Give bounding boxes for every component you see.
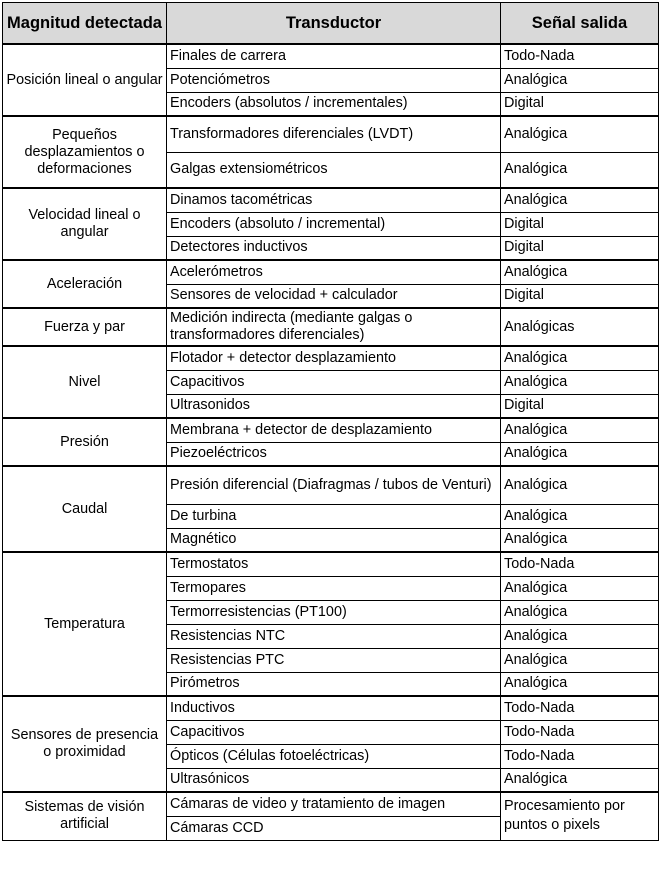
table-row <box>3 308 659 346</box>
signal-cell: Analógica <box>501 528 659 552</box>
signal-cell: Digital <box>501 394 659 418</box>
magnitude-cell: Pequeños desplazamientos o deformaciones <box>3 116 167 188</box>
transducer-cell: Magnético <box>167 528 501 552</box>
table-row <box>3 346 659 370</box>
table-row <box>3 466 659 504</box>
signal-cell: Analógica <box>501 768 659 792</box>
transducer-cell: Ópticos (Células fotoeléctricas) <box>167 744 501 768</box>
header-magnitud: Magnitud detectada <box>3 3 167 45</box>
magnitude-cell: Presión <box>3 418 167 466</box>
transducer-cell: Resistencias NTC <box>167 624 501 648</box>
signal-cell: Digital <box>501 284 659 308</box>
signal-cell: Digital <box>501 92 659 116</box>
magnitude-cell: Velocidad lineal o angular <box>3 188 167 260</box>
transducer-cell: Detectores inductivos <box>167 236 501 260</box>
transducer-cell: Piezoeléctricos <box>167 442 501 466</box>
signal-cell: Analógica <box>501 442 659 466</box>
signal-cell: Analógica <box>501 600 659 624</box>
transducer-cell: Pirómetros <box>167 672 501 696</box>
transducer-cell: Cámaras CCD <box>167 816 501 840</box>
signal-cell: Todo-Nada <box>501 744 659 768</box>
signal-cell: Analógica <box>501 260 659 284</box>
transducer-cell: Encoders (absolutos / incrementales) <box>167 92 501 116</box>
signal-cell: Analógica <box>501 116 659 152</box>
transducer-cell: Resistencias PTC <box>167 648 501 672</box>
signal-cell: Analógica <box>501 624 659 648</box>
signal-cell: Analógica <box>501 648 659 672</box>
signal-cell: Analógica <box>501 418 659 442</box>
signal-cell: Digital <box>501 236 659 260</box>
magnitude-cell: Aceleración <box>3 260 167 308</box>
signal-cell: Analógica <box>501 188 659 212</box>
transducer-cell: Encoders (absoluto / incremental) <box>167 212 501 236</box>
signal-cell: Analógica <box>501 152 659 188</box>
signal-cell: Analógica <box>501 504 659 528</box>
transducer-cell: Medición indirecta (mediante galgas o transformadores diferenciales) <box>167 308 501 346</box>
transducer-cell: Galgas extensiométricos <box>167 152 501 188</box>
magnitude-cell: Sensores de presencia o proximidad <box>3 696 167 792</box>
signal-cell: Procesamiento por puntos o pixels <box>501 792 659 840</box>
transducer-cell: Cámaras de video y tratamiento de imagen <box>167 792 501 816</box>
magnitude-cell: Sistemas de visión artificial <box>3 792 167 840</box>
transducer-cell: Inductivos <box>167 696 501 720</box>
magnitude-cell: Caudal <box>3 466 167 552</box>
magnitude-cell: Fuerza y par <box>3 308 167 346</box>
signal-cell: Analógica <box>501 466 659 504</box>
signal-cell: Analógica <box>501 346 659 370</box>
table-row <box>3 552 659 576</box>
transducer-cell: Termostatos <box>167 552 501 576</box>
transducer-table-wrapper <box>2 2 659 841</box>
header-senal: Señal salida <box>501 3 659 45</box>
table-row <box>3 696 659 720</box>
table-row <box>3 260 659 284</box>
transducer-cell: Termorresistencias (PT100) <box>167 600 501 624</box>
transducer-cell: Dinamos tacométricas <box>167 188 501 212</box>
transducer-cell: Acelerómetros <box>167 260 501 284</box>
transducer-cell: Presión diferencial (Diafragmas / tubos de Venturi) <box>167 466 501 504</box>
transducer-cell: Ultrasonidos <box>167 394 501 418</box>
table-row <box>3 44 659 68</box>
transducer-cell: Termopares <box>167 576 501 600</box>
signal-cell: Digital <box>501 212 659 236</box>
header-transductor: Transductor <box>167 3 501 45</box>
table-row <box>3 418 659 442</box>
signal-cell: Analógica <box>501 672 659 696</box>
table-header-row <box>3 3 659 45</box>
magnitude-cell: Posición lineal o angular <box>3 44 167 116</box>
transducer-cell: Capacitivos <box>167 720 501 744</box>
transducer-cell: Membrana + detector de desplazamiento <box>167 418 501 442</box>
table-row <box>3 116 659 152</box>
magnitude-cell: Temperatura <box>3 552 167 696</box>
signal-cell: Analógica <box>501 576 659 600</box>
transducer-cell: Flotador + detector desplazamiento <box>167 346 501 370</box>
table-row <box>3 792 659 816</box>
transducer-cell: De turbina <box>167 504 501 528</box>
magnitude-cell: Nivel <box>3 346 167 418</box>
table-row <box>3 188 659 212</box>
transducer-cell: Capacitivos <box>167 370 501 394</box>
transducer-cell: Transformadores diferenciales (LVDT) <box>167 116 501 152</box>
transducer-cell: Potenciómetros <box>167 68 501 92</box>
transducer-cell: Finales de carrera <box>167 44 501 68</box>
transducer-table <box>2 2 659 841</box>
signal-cell: Todo-Nada <box>501 696 659 720</box>
transducer-cell: Ultrasónicos <box>167 768 501 792</box>
signal-cell: Analógica <box>501 68 659 92</box>
signal-cell: Todo-Nada <box>501 552 659 576</box>
transducer-cell: Sensores de velocidad + calculador <box>167 284 501 308</box>
signal-cell: Analógica <box>501 370 659 394</box>
signal-cell: Todo-Nada <box>501 720 659 744</box>
signal-cell: Todo-Nada <box>501 44 659 68</box>
signal-cell: Analógicas <box>501 308 659 346</box>
